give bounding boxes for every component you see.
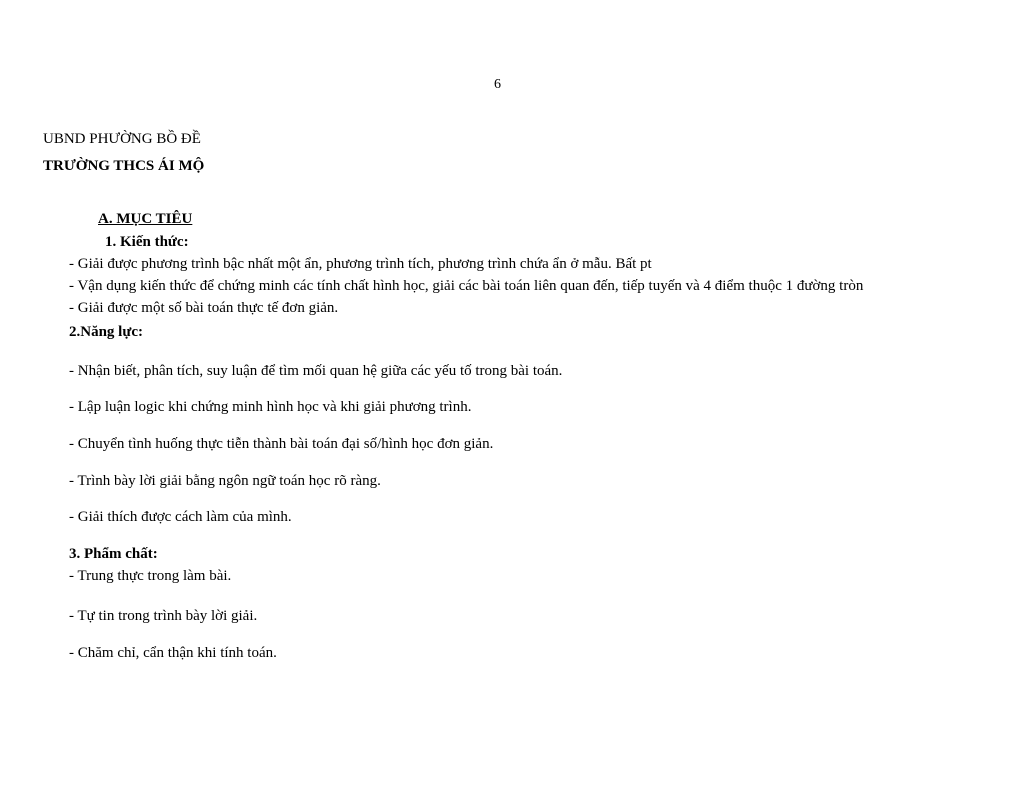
qualities-item: - Chăm chỉ, cẩn thận khi tính toán. xyxy=(69,645,277,661)
knowledge-heading: 1. Kiến thức: xyxy=(105,234,189,250)
competency-heading: 2.Năng lực: xyxy=(69,324,143,340)
competency-item: - Giải thích được cách làm của mình. xyxy=(69,509,292,525)
competency-item: - Chuyển tình huống thực tiễn thành bài toán đại số/hình học đơn giản. xyxy=(69,436,494,452)
competency-item: - Nhận biết, phân tích, suy luận để tìm mối quan hệ giữa các yếu tố trong bài toán. xyxy=(69,363,563,379)
authority-name: UBND PHƯỜNG BỒ ĐỀ xyxy=(43,131,201,147)
page-number: 6 xyxy=(494,77,501,92)
qualities-item: - Tự tin trong trình bày lời giải. xyxy=(69,608,258,624)
qualities-heading: 3. Phẩm chất: xyxy=(69,546,158,562)
section-title: A. MỤC TIÊU xyxy=(98,211,193,227)
knowledge-item: - Giải được phương trình bậc nhất một ẩn, phương trình tích, phương trình chứa ẩn ở mẫu. Bất pt xyxy=(69,256,652,272)
competency-item: - Trình bày lời giải bằng ngôn ngữ toán học rõ ràng. xyxy=(69,473,381,489)
school-name: TRƯỜNG THCS ÁI MỘ xyxy=(43,158,205,174)
knowledge-item: - Vận dụng kiến thức để chứng minh các tính chất hình học, giải các bài toán liên quan đến, tiếp tuyến và 4 điểm thuộc 1 đường tròn xyxy=(69,278,864,294)
qualities-item: - Trung thực trong làm bài. xyxy=(69,568,232,584)
knowledge-item: - Giải được một số bài toán thực tế đơn giản. xyxy=(69,300,339,316)
competency-item: - Lập luận logic khi chứng minh hình học và khi giải phương trình. xyxy=(69,399,472,415)
